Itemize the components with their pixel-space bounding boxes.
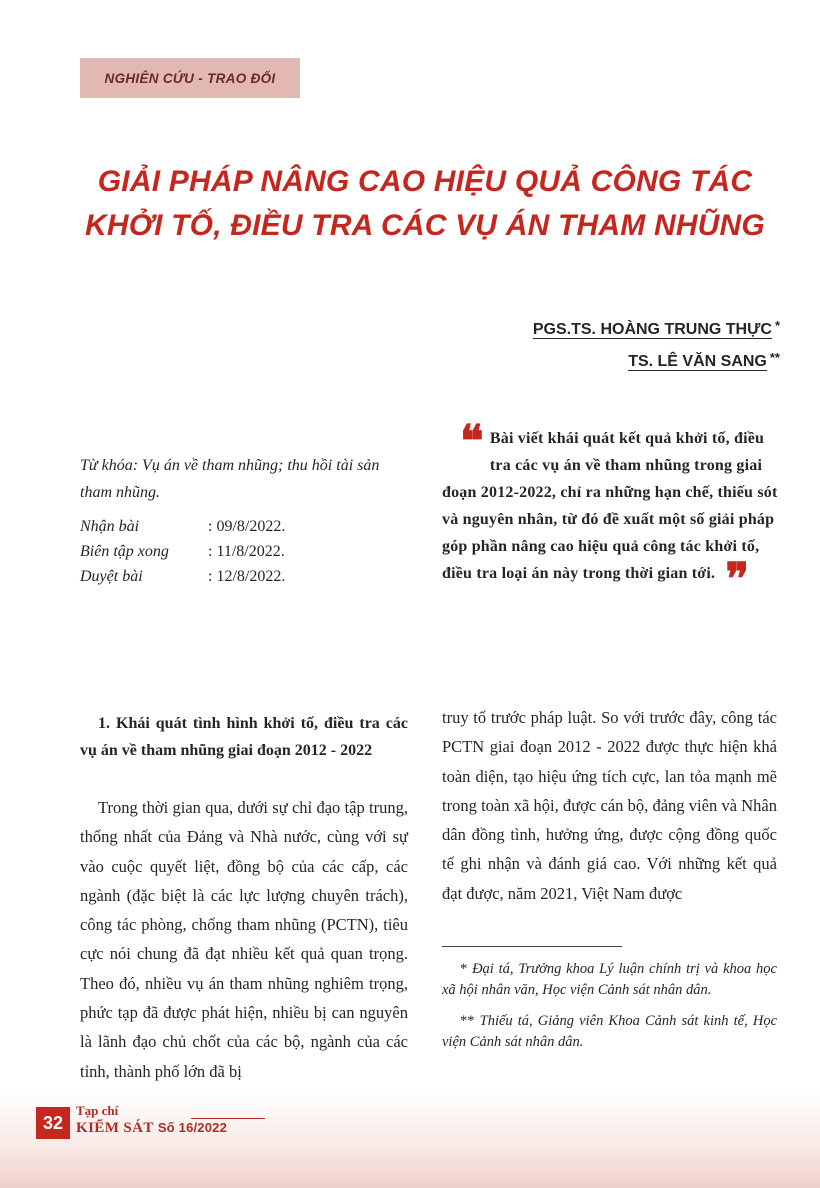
date-row-approved [80,564,408,589]
footnotes [442,959,777,1063]
article-title [80,160,770,248]
issue-number: Số 16/2022 [157,1120,228,1135]
footnote-2 [442,1011,777,1053]
author-footnote-mark: ** [769,350,780,365]
masthead-rule [191,1118,265,1119]
body-text-right: truy tố trước pháp luật. So với trước đây, công tác PCTN giai đoạn 2012 - 2022 được thực hiện khá toàn diện, tạo hiệu ứng tích cực, lan tỏa mạnh mẽ trong toàn xã hội, được cán bộ, đảng viên và Nhân dân đồng tình, hưởng ứng, được cộng đồng quốc tế ghi nhận và đánh giá cao. Với những kết quả đạt được, năm 2021, Việt Nam được [442,708,777,903]
footnote-text: Đại tá, Trưởng khoa Lý luận chính trị và khoa học xã hội nhân văn, Học viện Cảnh sát nhân dân. [442,961,777,998]
open-quote-icon: ❝ [460,416,484,467]
date-label: Duyệt bài [80,568,143,585]
author-name: PGS.TS. HOÀNG TRUNG THỰC [532,321,772,338]
author-footnote-mark: * [774,318,780,333]
journal-name-row [76,1118,227,1138]
title-line-2: KHỞI TỐ, ĐIỀU TRA CÁC VỤ ÁN THAM NHŨNG [85,209,765,242]
footnote-1 [442,959,777,1001]
submission-dates [80,514,408,589]
footnote-divider [442,946,622,947]
author-2 [533,344,780,376]
footnote-text: Thiếu tá, Giảng viên Khoa Cảnh sát kinh tế, Học viện Cảnh sát nhân dân. [442,1013,778,1050]
abstract-text: Bài viết khái quát kết quả khởi tố, điều tra các vụ án về tham nhũng trong giai đoạn 2012-2022, chỉ ra những hạn chế, thiếu sót và nguyên nhân, từ đó đề xuất một số giải pháp góp phần nâng cao hiệu quả công tác khởi tố, điều tra loại án này trong thời gian tới. [442,430,778,582]
journal-masthead [76,1104,227,1138]
date-value: : 11/8/2022. [208,543,285,560]
section-heading: 1. Khái quát tình hình khởi tố, điều tra các vụ án về tham nhũng giai đoạn 2012 - 2022 [80,715,408,759]
section-tag: NGHIÊN CỨU - TRAO ĐỔI [80,58,300,98]
footnote-mark: ** [460,1013,475,1029]
date-label: Biên tập xong [80,543,169,560]
journal-name: KIỂM SÁT [76,1120,154,1136]
date-value: : 09/8/2022. [208,518,286,535]
body-text-left: Trong thời gian qua, dưới sự chỉ đạo tập trung, thống nhất của Đảng và Nhà nước, cùng với sự vào cuộc quyết liệt, đồng bộ của các cấp, các ngành (đặc biệt là các lực lượng chuyên trách), công tác phòng, chống tham nhũng (PCTN), tiêu cực nói chung đã đạt nhiều kết quả quan trọng. Theo đó, nhiều vụ án tham nhũng nghiêm trọng, phức tạp đã được phát hiện, nhiều bị can nguyên là lãnh đạo chủ chốt của các bộ, ngành của các tỉnh, thành phố lớn đã bị [80,798,408,1081]
page-number: 32 [36,1107,70,1139]
close-quote-icon: ❞ [725,554,750,605]
date-label: Nhận bài [80,518,140,535]
footnote-mark: * [460,961,468,977]
date-value: : 12/8/2022. [208,568,286,585]
title-line-1: GIẢI PHÁP NÂNG CAO HIỆU QUẢ CÔNG TÁC [97,165,753,198]
journal-label: Tạp chí [76,1103,119,1118]
author-name: TS. LÊ VĂN SANG [628,353,767,370]
date-row-received [80,514,408,539]
date-row-edited [80,539,408,564]
author-list [533,312,780,376]
abstract [442,416,782,605]
author-1 [533,312,780,344]
keywords: Từ khóa: Vụ án về tham nhũng; thu hồi tài sản tham nhũng. [80,457,380,501]
